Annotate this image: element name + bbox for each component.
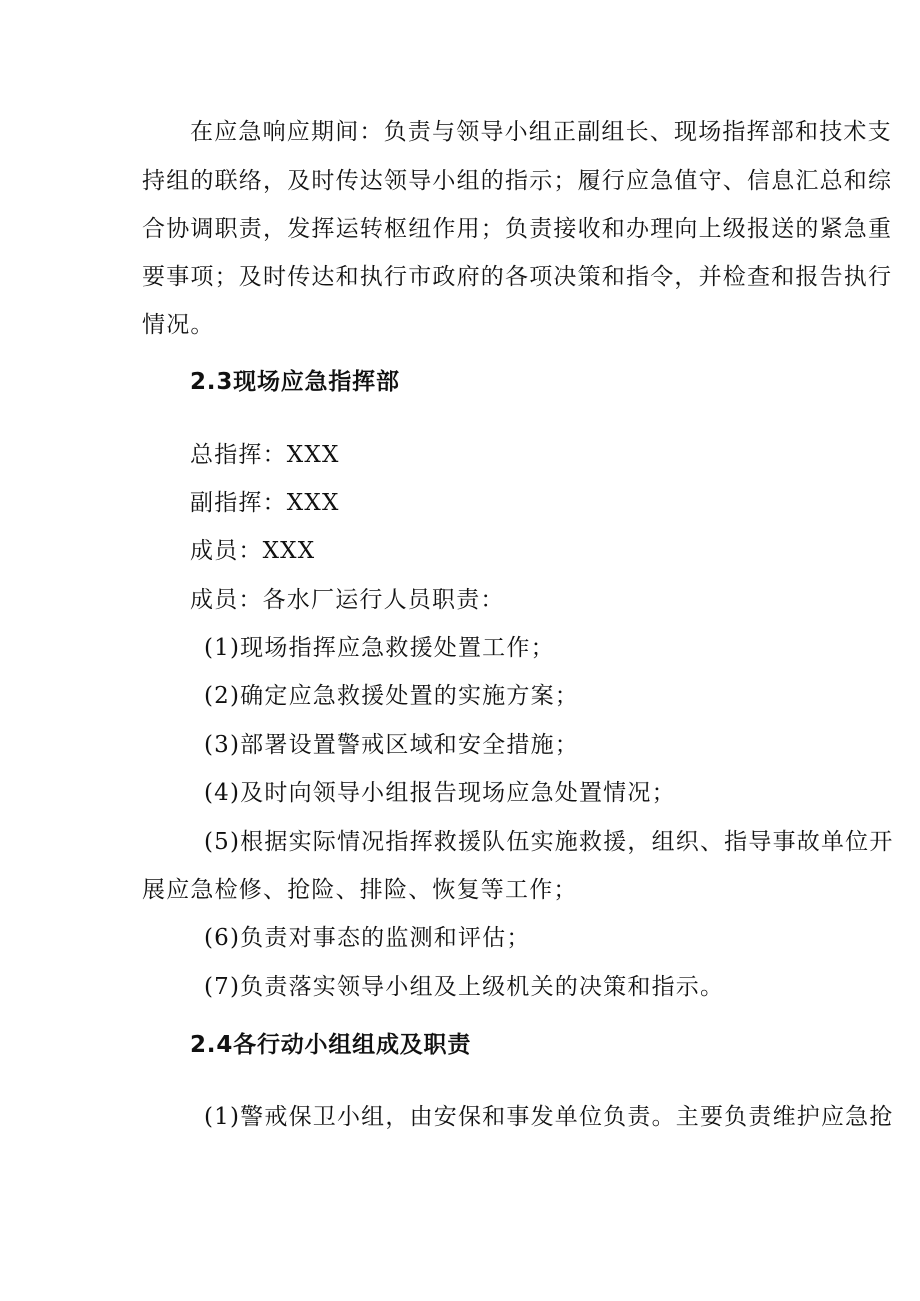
role-commander: 总指挥：XXX	[190, 442, 340, 468]
duty-item-continuation: 展应急检修、抢险、排险、恢复等工作；	[142, 877, 578, 903]
duty-item: (4)及时向领导小组报告现场应急处置情况；	[204, 780, 676, 806]
role-member-duties: 成员：各水厂运行人员职责：	[190, 587, 505, 613]
paragraph-line: (1)警戒保卫小组，由安保和事发单位负责。主要负责维护应急抢	[204, 1104, 894, 1130]
paragraph-line: 持组的联络，及时传达领导小组的指示；履行应急值守、信息汇总和综	[142, 168, 893, 194]
role-deputy-commander: 副指挥：XXX	[190, 490, 340, 516]
duty-item: (1)现场指挥应急救援处置工作；	[204, 635, 555, 661]
role-member: 成员：XXX	[190, 538, 316, 564]
section-heading-2-3: 2.3现场应急指挥部	[190, 369, 400, 395]
paragraph-line: 在应急响应期间：负责与领导小组正副组长、现场指挥部和技术支	[190, 119, 892, 145]
paragraph-line: 合协调职责，发挥运转枢纽作用；负责接收和办理向上级报送的紧急重	[142, 216, 893, 242]
paragraph-line: 要事项；及时传达和执行市政府的各项决策和指令，并检查和报告执行	[142, 264, 893, 290]
section-heading-2-4: 2.4各行动小组组成及职责	[190, 1032, 472, 1058]
paragraph-line: 情况。	[142, 312, 215, 338]
duty-item: (5)根据实际情况指挥救援队伍实施救援，组织、指导事故单位开	[204, 829, 894, 855]
duty-item: (7)负责落实领导小组及上级机关的决策和指示。	[204, 974, 725, 1000]
duty-item: (3)部署设置警戒区域和安全措施；	[204, 732, 579, 758]
duty-item: (2)确定应急救援处置的实施方案；	[204, 683, 579, 709]
duty-item: (6)负责对事态的监测和评估；	[204, 925, 531, 951]
